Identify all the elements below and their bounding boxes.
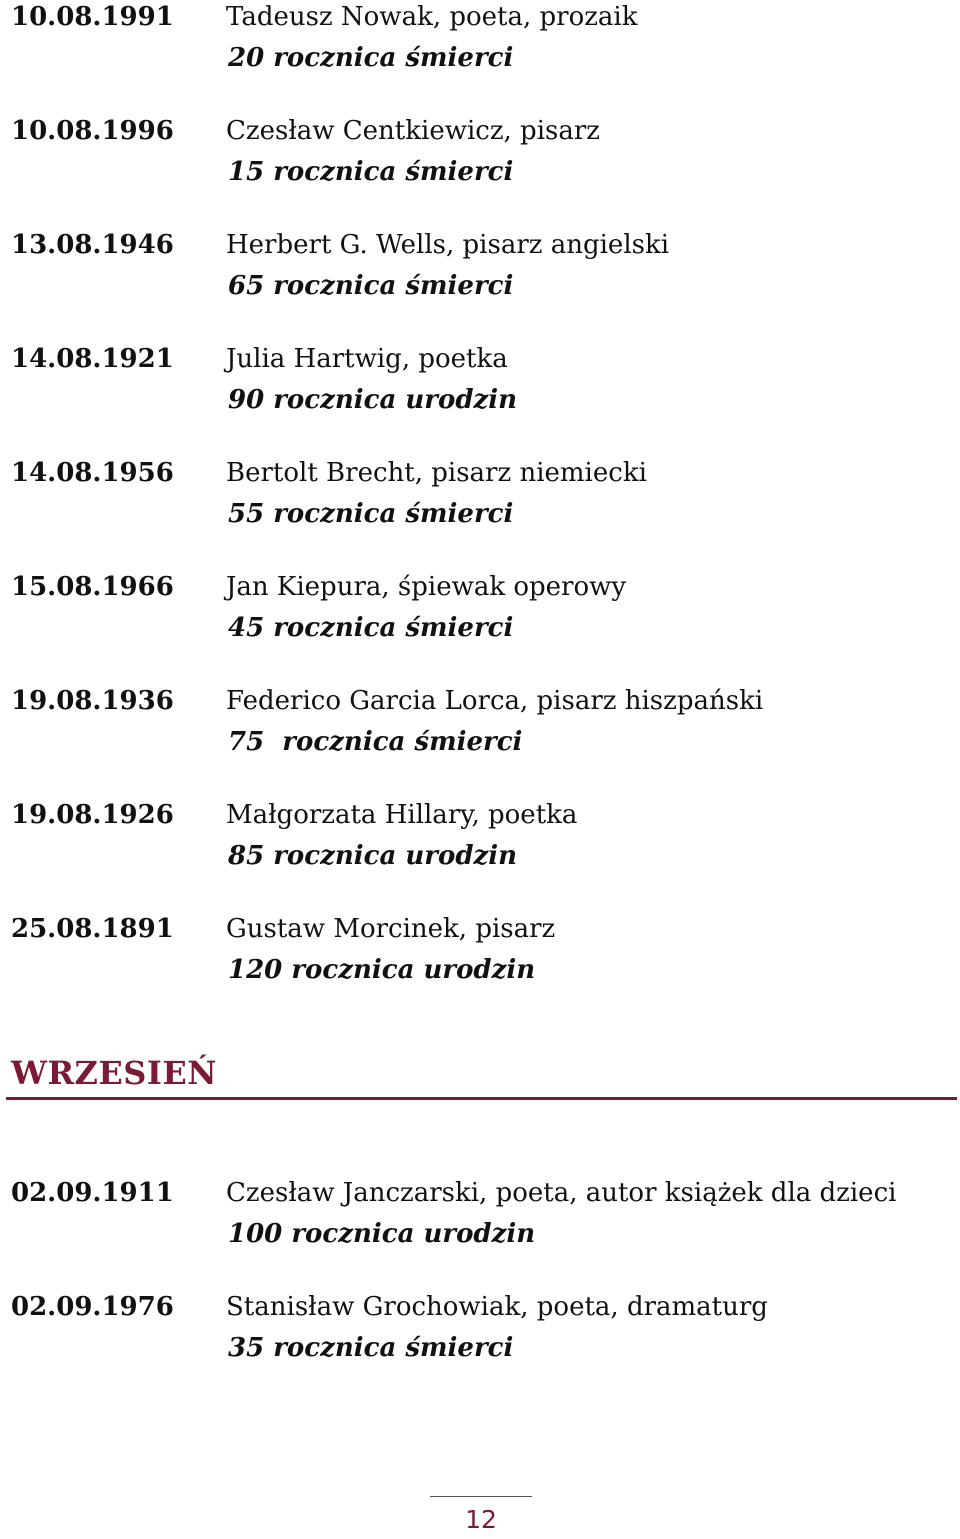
entry-anniversary: 75 rocznica śmierci [228, 727, 523, 757]
entry-name: Stanisław Grochowiak, poeta, dramaturg [226, 1292, 768, 1322]
calendar-entry [0, 685, 960, 775]
calendar-entry [0, 799, 960, 889]
entry-date: 14.08.1921 [11, 344, 174, 374]
entry-name: Czesław Janczarski, poeta, autor książek dla dzieci [226, 1178, 897, 1208]
entry-name: Gustaw Morcinek, pisarz [226, 914, 556, 944]
entry-date: 13.08.1946 [11, 230, 174, 260]
entry-date: 19.08.1926 [11, 800, 174, 830]
entry-name: Julia Hartwig, poetka [226, 344, 508, 374]
calendar-entry [0, 1, 960, 91]
entry-anniversary: 100 rocznica urodzin [228, 1219, 536, 1249]
section-heading-september: WRZESIEŃ [11, 1054, 217, 1092]
entry-anniversary: 55 rocznica śmierci [228, 499, 514, 529]
entry-date: 14.08.1956 [11, 458, 174, 488]
entry-anniversary: 65 rocznica śmierci [228, 271, 514, 301]
footer-divider [430, 1496, 532, 1497]
entry-date: 15.08.1966 [11, 572, 174, 602]
calendar-entry [0, 229, 960, 319]
entry-anniversary: 90 rocznica urodzin [228, 385, 518, 415]
page-number: 12 [465, 1505, 497, 1534]
entry-anniversary: 15 rocznica śmierci [228, 157, 514, 187]
entry-date: 25.08.1891 [11, 914, 174, 944]
calendar-entry [0, 913, 960, 1003]
entry-date: 10.08.1991 [11, 2, 174, 32]
entry-name: Czesław Centkiewicz, pisarz [226, 116, 600, 146]
entry-name: Tadeusz Nowak, poeta, prozaik [226, 2, 638, 32]
entry-date: 02.09.1976 [11, 1292, 174, 1322]
entry-date: 19.08.1936 [11, 686, 174, 716]
entry-name: Jan Kiepura, śpiewak operowy [226, 572, 627, 602]
entry-anniversary: 35 rocznica śmierci [228, 1333, 514, 1363]
calendar-entry [0, 115, 960, 205]
entry-name: Herbert G. Wells, pisarz angielski [226, 230, 670, 260]
entry-anniversary: 45 rocznica śmierci [228, 613, 514, 643]
calendar-entry [0, 1291, 960, 1381]
entry-date: 10.08.1996 [11, 116, 174, 146]
entry-name: Małgorzata Hillary, poetka [226, 800, 578, 830]
entry-anniversary: 120 rocznica urodzin [228, 955, 536, 985]
calendar-entry [0, 457, 960, 547]
calendar-entry [0, 571, 960, 661]
entry-date: 02.09.1911 [11, 1178, 174, 1208]
section-divider [6, 1097, 957, 1100]
entry-anniversary: 20 rocznica śmierci [228, 43, 514, 73]
entry-name: Federico Garcia Lorca, pisarz hiszpański [226, 686, 764, 716]
calendar-entry [0, 343, 960, 433]
calendar-entry [0, 1177, 960, 1267]
entry-anniversary: 85 rocznica urodzin [228, 841, 518, 871]
entry-name: Bertolt Brecht, pisarz niemiecki [226, 458, 647, 488]
